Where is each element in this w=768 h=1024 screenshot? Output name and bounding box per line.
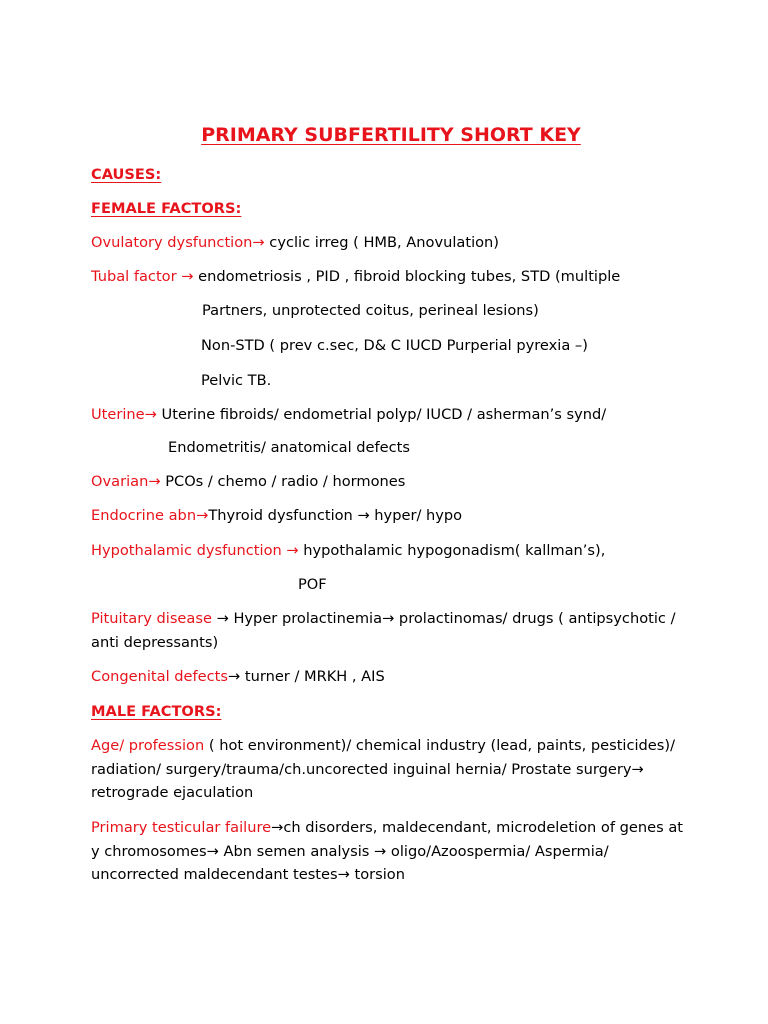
hypothalamic-text: hypothalamic hypogonadism( kallman’s), bbox=[298, 542, 606, 559]
arrow-icon: → bbox=[337, 866, 350, 883]
pituitary-text-2: prolactinomas/ drugs ( antipsychotic / bbox=[394, 610, 676, 627]
testicular-line-2: y chromosomes→ Abn semen analysis → oligo/Azoospermia/ Aspermia/ bbox=[91, 843, 609, 860]
arrow-icon: → bbox=[382, 610, 395, 627]
endocrine-label: Endocrine abn bbox=[91, 507, 197, 524]
arrow-icon: → bbox=[206, 843, 219, 860]
female-factors-heading: FEMALE FACTORS: bbox=[91, 200, 242, 217]
arrow-icon: → bbox=[631, 761, 644, 778]
ovarian-item bbox=[91, 470, 691, 494]
tubal-line-2: Partners, unprotected coitus, perineal lesions) bbox=[202, 302, 539, 319]
arrow-icon: → bbox=[181, 268, 194, 285]
causes-heading: CAUSES: bbox=[91, 166, 162, 183]
arrow-icon: → bbox=[374, 843, 387, 860]
testicular-text: ch disorders, maldecendant, microdeletion of genes at bbox=[283, 819, 684, 836]
arrow-icon: → bbox=[148, 473, 161, 490]
arrow-icon: → bbox=[252, 234, 265, 251]
pituitary-label: Pituitary disease bbox=[91, 610, 217, 627]
arrow-icon: → bbox=[144, 406, 157, 423]
hypothalamic-item bbox=[91, 539, 691, 563]
tubal-text: endometriosis , PID , fibroid blocking tubes, STD (multiple bbox=[193, 268, 621, 285]
age-profession-label: Age/ profession bbox=[91, 737, 205, 754]
ovulatory-label: Ovulatory dysfunction bbox=[91, 234, 253, 251]
pituitary-text: Hyper prolactinemia bbox=[228, 610, 383, 627]
testicular-item bbox=[91, 816, 691, 840]
pituitary-item bbox=[91, 607, 691, 631]
uterine-text: Uterine fibroids/ endometrial polyp/ IUCD / asherman’s synd/ bbox=[156, 406, 607, 423]
arrow-icon: → bbox=[271, 819, 284, 836]
tubal-item bbox=[91, 265, 691, 289]
tubal-line-4: Pelvic TB. bbox=[201, 372, 272, 389]
hypothalamic-line-2: POF bbox=[298, 576, 327, 593]
ovarian-text: PCOs / chemo / radio / hormones bbox=[160, 473, 406, 490]
hypothalamic-label: Hypothalamic dysfunction bbox=[91, 542, 287, 559]
testicular-line-3: uncorrected maldecendant testes→ torsion bbox=[91, 866, 405, 883]
ovarian-label: Ovarian bbox=[91, 473, 149, 490]
congenital-text: turner / MRKH , AIS bbox=[240, 668, 385, 685]
uterine-label: Uterine bbox=[91, 406, 145, 423]
congenital-label: Congenital defects bbox=[91, 668, 228, 685]
arrow-icon: → bbox=[196, 507, 209, 524]
age-profession-line-3: retrograde ejaculation bbox=[91, 784, 254, 801]
tubal-line-3: Non-STD ( prev c.sec, D& C IUCD Purperial pyrexia –) bbox=[201, 337, 588, 354]
age-profession-item bbox=[91, 734, 691, 758]
arrow-icon: → bbox=[357, 507, 370, 524]
arrow-icon: → bbox=[286, 542, 299, 559]
endocrine-text-2: hyper/ hypo bbox=[369, 507, 463, 524]
uterine-line-2: Endometritis/ anatomical defects bbox=[168, 439, 410, 456]
testicular-label: Primary testicular failure bbox=[91, 819, 272, 836]
age-profession-line-2: radiation/ surgery/trauma/ch.uncorected inguinal hernia/ Prostate surgery→ bbox=[91, 761, 644, 778]
arrow-icon: → bbox=[216, 610, 229, 627]
arrow-icon: → bbox=[227, 668, 241, 685]
endocrine-text: Thyroid dysfunction bbox=[208, 507, 358, 524]
male-factors-heading: MALE FACTORS: bbox=[91, 703, 222, 720]
tubal-label: Tubal factor bbox=[91, 268, 177, 285]
ovulatory-item bbox=[91, 231, 691, 255]
endocrine-item bbox=[91, 504, 691, 528]
congenital-item bbox=[91, 665, 691, 689]
age-profession-text: ( hot environment)/ chemical industry (lead, paints, pesticides)/ bbox=[204, 737, 676, 754]
page-title: PRIMARY SUBFERTILITY SHORT KEY bbox=[201, 124, 581, 146]
pituitary-line-2: anti depressants) bbox=[91, 634, 219, 651]
uterine-item bbox=[91, 403, 691, 427]
ovulatory-text: cyclic irreg ( HMB, Anovulation) bbox=[269, 234, 499, 251]
